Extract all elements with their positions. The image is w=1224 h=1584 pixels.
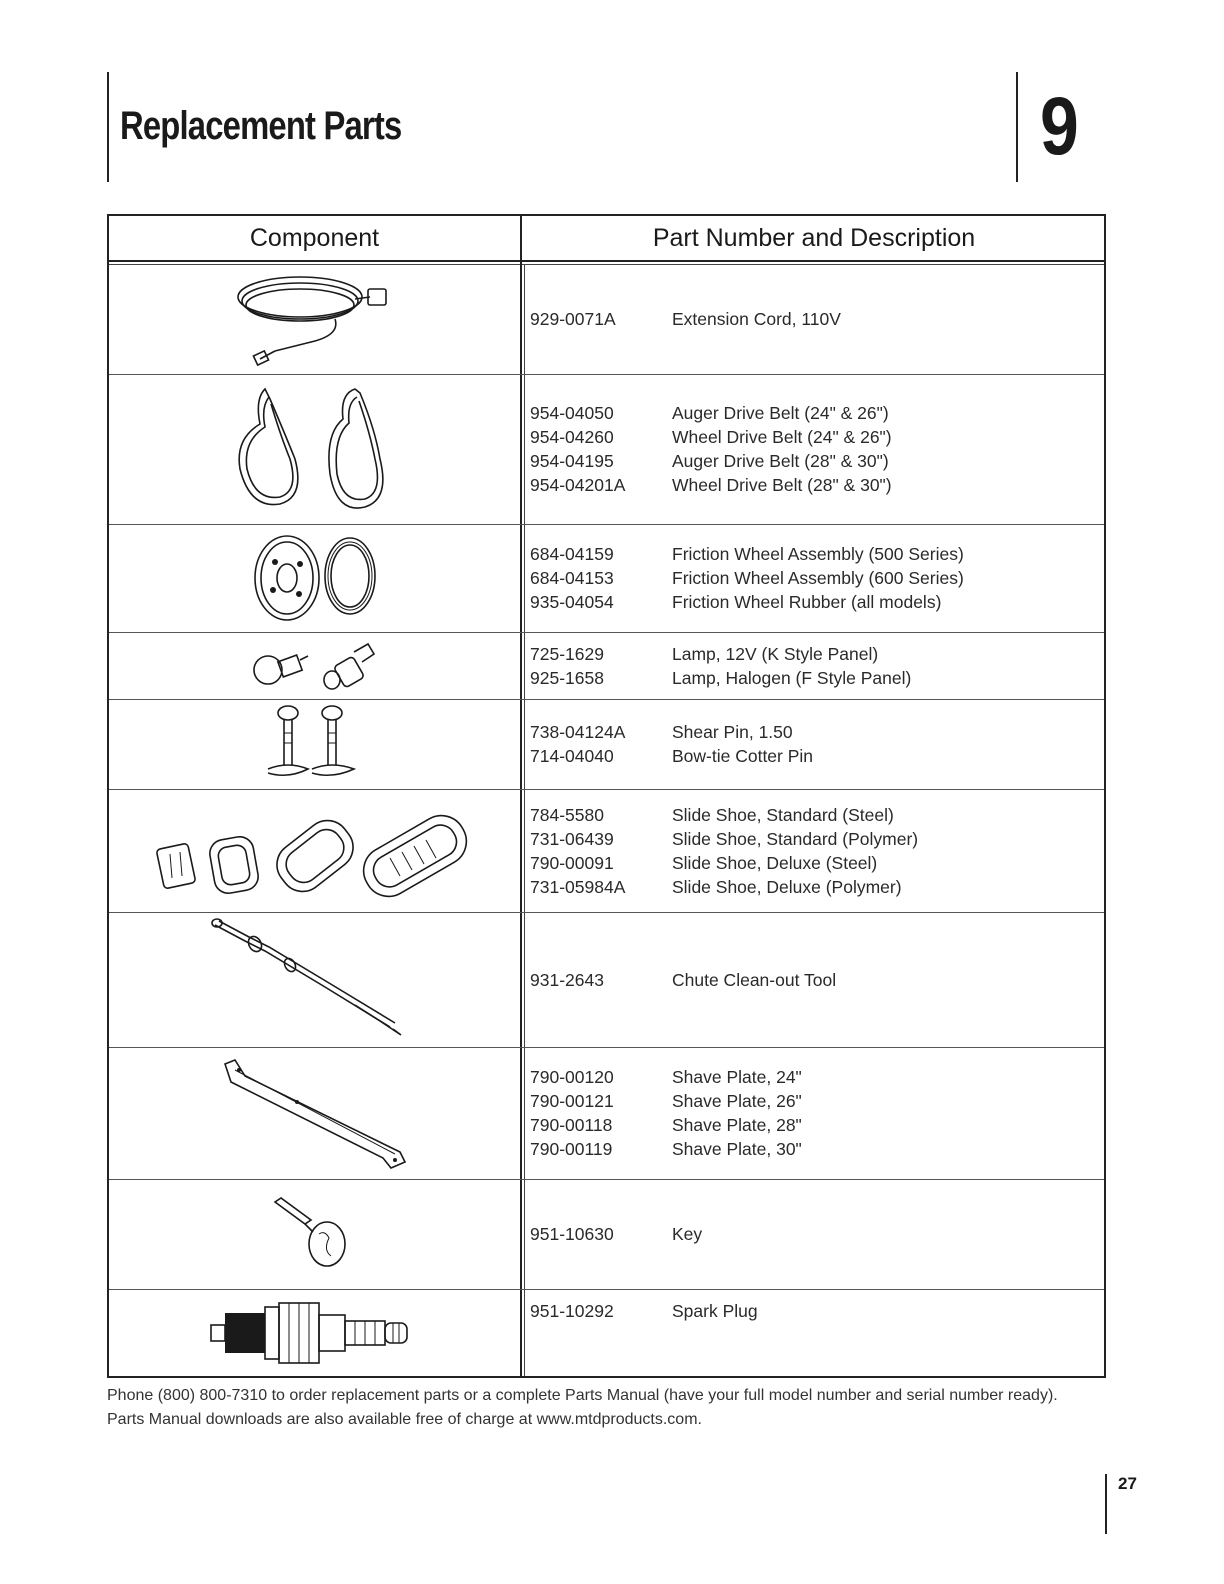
page-title: Replacement Parts [120, 104, 402, 148]
part-cell [527, 1179, 1104, 1289]
table-row [109, 374, 1104, 525]
part-description: Shave Plate, 26" [672, 1091, 802, 1111]
part-description: Key [672, 1224, 703, 1244]
part-number: 951-10292 [530, 1301, 614, 1321]
part-description: Friction Wheel Assembly (600 Series) [672, 568, 964, 588]
part-line [527, 566, 1104, 590]
part-number: 790-00119 [530, 1139, 613, 1159]
part-line [527, 851, 1104, 875]
part-description: Lamp, 12V (K Style Panel) [672, 643, 879, 664]
table-row [109, 1289, 1104, 1376]
part-line [527, 449, 1104, 473]
part-number: 925-1658 [530, 667, 604, 688]
part-line [527, 744, 1104, 768]
part-cell [527, 524, 1104, 632]
part-line [527, 1089, 1104, 1113]
part-cell [527, 912, 1104, 1047]
part-number: 931-2643 [530, 969, 604, 990]
part-description: Shave Plate, 28" [672, 1115, 802, 1135]
part-description: Friction Wheel Assembly (500 Series) [672, 544, 964, 564]
part-line [527, 875, 1104, 899]
drive-belts-icon [109, 374, 520, 524]
spark-plug-icon [109, 1289, 520, 1376]
header-component: Component [249, 224, 380, 252]
part-line [527, 542, 1104, 566]
footer-line-website: Parts Manual downloads are also available free of charge at www.mtdproducts.com. [107, 1411, 702, 1428]
part-line [527, 425, 1104, 449]
part-description: Shear Pin, 1.50 [672, 722, 793, 742]
extension-cord-icon [109, 264, 520, 374]
part-line [527, 1299, 1104, 1323]
part-line [527, 473, 1104, 497]
part-number: 684-04153 [530, 568, 614, 588]
part-number: 784-5580 [530, 804, 604, 825]
part-number: 790-00091 [530, 852, 614, 873]
part-cell [527, 374, 1104, 524]
table-row [109, 1047, 1104, 1180]
footer-line-phone: Phone (800) 800-7310 to order replacement parts or a complete Parts Manual (have your full model number and serial number ready). [107, 1387, 1058, 1404]
part-line [527, 590, 1104, 614]
table-row [109, 912, 1104, 1048]
shear-pins-icon [109, 699, 520, 789]
part-description: Shave Plate, 30" [672, 1139, 802, 1159]
part-description: Bow-tie Cotter Pin [672, 746, 814, 766]
part-number: 954-04260 [530, 427, 614, 447]
part-cell [527, 789, 1104, 912]
part-line [527, 1137, 1104, 1161]
title-rule [107, 72, 109, 182]
part-number: 790-00120 [530, 1067, 614, 1087]
part-number: 954-04050 [530, 403, 614, 423]
table-row [109, 524, 1104, 633]
chapter-rule [1016, 72, 1018, 182]
lamps-icon [109, 632, 520, 699]
table-row [109, 264, 1104, 375]
part-number: 684-04159 [530, 544, 614, 564]
part-line [527, 642, 1104, 666]
part-description: Slide Shoe, Deluxe (Steel) [672, 852, 878, 873]
part-cell [527, 632, 1104, 699]
part-number: 790-00121 [530, 1091, 614, 1111]
part-number: 929-0071A [530, 309, 616, 329]
part-description: Spark Plug [672, 1301, 758, 1321]
part-line [527, 827, 1104, 851]
part-number: 731-05984A [530, 876, 626, 897]
table-row [109, 1179, 1104, 1290]
part-line [527, 968, 1104, 992]
part-line [527, 720, 1104, 744]
part-description: Auger Drive Belt (28" & 30") [672, 451, 889, 471]
footer-note [107, 1384, 1117, 1432]
part-number: 954-04201A [530, 475, 626, 495]
part-cell [527, 264, 1104, 374]
part-cell [527, 699, 1104, 789]
part-line [527, 1065, 1104, 1089]
part-number: 714-04040 [530, 746, 614, 766]
part-number: 935-04054 [530, 592, 614, 612]
part-description: Lamp, Halogen (F Style Panel) [672, 667, 912, 688]
table-row [109, 699, 1104, 790]
part-line [527, 803, 1104, 827]
part-description: Extension Cord, 110V [672, 309, 841, 329]
part-description: Shave Plate, 24" [672, 1067, 802, 1087]
part-line [527, 1113, 1104, 1137]
part-description: Auger Drive Belt (24" & 26") [672, 403, 889, 423]
part-description: Wheel Drive Belt (28" & 30") [672, 475, 892, 495]
part-description: Slide Shoe, Standard (Polymer) [672, 828, 919, 849]
slide-shoes-icon [109, 789, 520, 912]
parts-table [107, 214, 1106, 1378]
part-cell [527, 1289, 1104, 1376]
part-number: 954-04195 [530, 451, 614, 471]
shave-plate-icon [109, 1047, 520, 1179]
page-number: 27 [1118, 1474, 1137, 1493]
part-description: Friction Wheel Rubber (all models) [672, 592, 942, 612]
page-number-rule [1105, 1474, 1107, 1534]
friction-wheel-icon [109, 524, 520, 632]
part-line [527, 666, 1104, 690]
part-line [527, 1222, 1104, 1246]
part-number: 951-10630 [530, 1224, 614, 1244]
part-line [527, 307, 1104, 331]
part-number: 790-00118 [530, 1115, 613, 1135]
part-cell [527, 1047, 1104, 1179]
header-part-number: Part Number and Description [652, 224, 976, 252]
chute-clean-out-tool-icon [109, 912, 520, 1047]
part-number: 725-1629 [530, 643, 604, 664]
part-description: Slide Shoe, Deluxe (Polymer) [672, 876, 902, 897]
table-row [109, 789, 1104, 913]
chapter-number: 9 [1040, 81, 1079, 172]
part-number: 731-06439 [530, 828, 614, 849]
table-row [109, 632, 1104, 700]
part-description: Wheel Drive Belt (24" & 26") [672, 427, 892, 447]
header-divider [109, 260, 1104, 262]
part-number: 738-04124A [530, 722, 626, 742]
part-line [527, 401, 1104, 425]
part-description: Chute Clean-out Tool [672, 969, 837, 990]
part-description: Slide Shoe, Standard (Steel) [672, 804, 894, 825]
key-icon [109, 1179, 520, 1289]
